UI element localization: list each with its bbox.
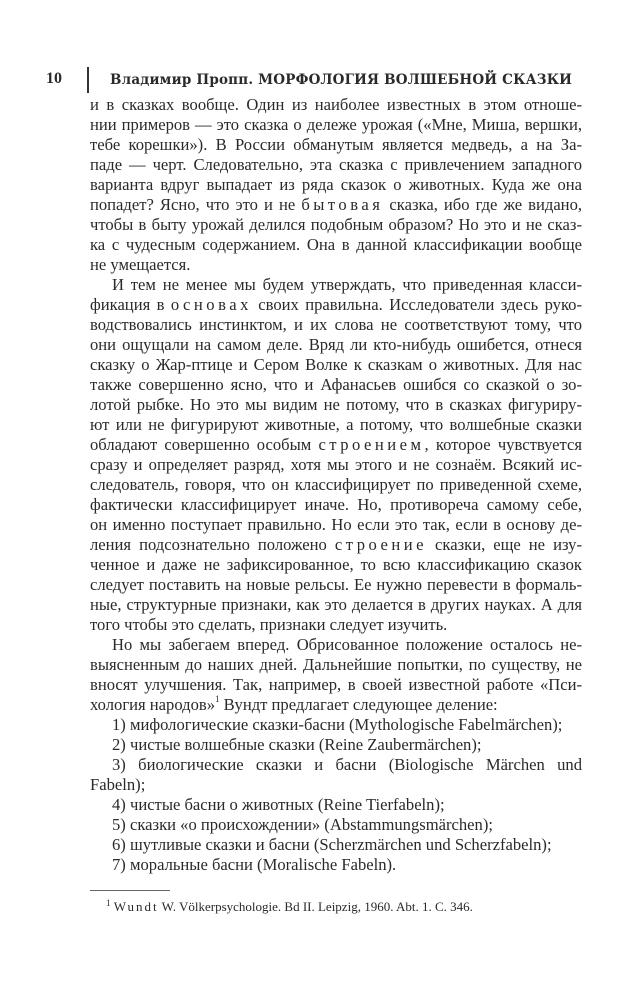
running-title: Владимир Пропп. МОРФОЛОГИЯ ВОЛШЕБНОЙ СКАЗКИ: [110, 72, 573, 88]
line-text: чтобы в быту урожай делился подобным образом? Но это и не сказ-: [90, 215, 582, 234]
line-text: следует поставить на новые рельсы. Ее нужно перевести в формаль-: [90, 575, 582, 594]
footnote: [106, 899, 473, 915]
line-text: ления подсознательно положено: [90, 535, 335, 554]
text-line: [90, 775, 582, 795]
line-text: сказки, еще не изу-: [427, 535, 582, 554]
body-text: [90, 95, 582, 875]
text-line: [90, 175, 582, 195]
text-line: [90, 855, 582, 875]
line-text: 1) мифологические сказки-басни (Mythologische Fabelmärchen);: [112, 715, 563, 734]
text-line: [90, 95, 582, 115]
line-text: водствовались инстинктом, и их слова не соответствуют тому, что: [90, 315, 582, 334]
line-text: 7) моральные басни (Moralische Fabeln).: [112, 855, 397, 874]
line-text: 4) чистые басни о животных (Reine Tierfabeln);: [112, 795, 445, 814]
line-text: Fabeln);: [90, 775, 146, 794]
line-text: ка с чудесным содержанием. Она в данной классификации вообще: [90, 235, 582, 254]
text-line: [90, 255, 582, 275]
spaced-emphasis: основах: [170, 295, 252, 314]
line-text: фактически классифицирует иначе. Но, противореча самому себе,: [90, 495, 582, 514]
footnote-ref[interactable]: 1: [215, 694, 220, 704]
line-text: обладают совершенно особым: [90, 435, 319, 454]
line-text: 2) чистые волшебные сказки (Reine Zaubermärchen);: [112, 735, 482, 754]
line-text: своих правильна. Исследователи здесь руко-: [251, 295, 582, 314]
text-line: [90, 675, 582, 695]
line-text: 5) сказки «о происхождении» (Abstammungsmärchen);: [112, 815, 493, 834]
line-text: фикация в: [90, 295, 171, 314]
spaced-emphasis: строение: [334, 535, 427, 554]
line-text: тебе корешки»). В России обманутым является медведь, а на За-: [90, 135, 582, 154]
text-line: [90, 535, 582, 555]
text-line: [90, 195, 582, 215]
line-text: он именно поступает правильно. Но если это так, если в основу де-: [90, 515, 582, 534]
text-line: [90, 615, 582, 635]
line-text: вносят улучшения. Так, например, в своей известной работе «Пси-: [90, 675, 582, 694]
line-text: варианта вдруг выпадает из ряда сказок о животных. Куда же она: [90, 175, 582, 194]
line-text: ченное и даже не зафиксированное, то всю классификацию сказок: [90, 555, 582, 574]
line-text: сказку о Жар-птице и Сером Волке к сказкам о животных. Для нас: [90, 355, 582, 374]
line-text: сразу и определяет разряд, хотя мы этого и не сознаём. Всякий ис-: [90, 455, 582, 474]
line-text: выясненным до наших дней. Дальнейшие попытки, по существу, не: [90, 655, 582, 674]
line-text: попадет? Ясно, что это и не: [90, 195, 302, 214]
text-line: [90, 155, 582, 175]
text-line: [90, 435, 582, 455]
text-line: [90, 335, 582, 355]
text-line: [90, 755, 582, 775]
text-line: [90, 735, 582, 755]
text-line: [90, 315, 582, 335]
line-text: хология народов»: [90, 695, 216, 714]
footnote-author: Wundt: [113, 899, 159, 914]
line-text: и в сказках вообще. Один из наиболее известных в этом отноше-: [90, 95, 582, 114]
text-line: [90, 595, 582, 615]
page-number: 10: [46, 70, 62, 87]
text-line: [90, 235, 582, 255]
text-line: [90, 575, 582, 595]
line-text: сказка, ибо где же видано,: [383, 195, 583, 214]
text-line: [90, 555, 582, 575]
spaced-emphasis: бытовая: [301, 195, 384, 214]
line-text: 6) шутливые сказки и басни (Scherzmärchen und Scherzfabeln);: [112, 835, 552, 854]
text-line: [90, 495, 582, 515]
text-line: [90, 835, 582, 855]
line-text: лотой рыбке. Но это мы видим не потому, что в сказках фигуриру-: [90, 395, 582, 414]
text-line: [90, 275, 582, 295]
text-line: [90, 655, 582, 675]
text-line: [90, 695, 582, 715]
line-text: 3) биологические сказки и басни (Biologische Märchen und: [112, 755, 582, 774]
text-line: [90, 135, 582, 155]
line-text: следователь, говоря, что он классифицирует по приведенной схеме,: [90, 475, 582, 494]
text-line: [90, 815, 582, 835]
line-text: ные, структурные признаки, как это делается в других науках. А для: [90, 595, 582, 614]
line-text: паде — черт. Следовательно, эта сказка с привлечением западного: [90, 155, 582, 174]
line-text: нии примеров — это сказка о дележе урожая («Мне, Миша, вершки,: [90, 115, 582, 134]
footnote-rule: [90, 890, 170, 891]
text-line: [90, 515, 582, 535]
line-text: не умещается.: [90, 255, 191, 274]
header-divider: [87, 67, 89, 93]
line-text: того чтобы это сделать, признаки следует изучить.: [90, 615, 448, 634]
text-line: [90, 795, 582, 815]
line-text: Но мы забегаем вперед. Обрисованное положение осталось не-: [112, 635, 582, 654]
text-line: [90, 475, 582, 495]
line-text: Вундт предлагает следующее деление:: [219, 695, 498, 714]
footnote-mark: 1: [106, 898, 111, 908]
text-line: [90, 395, 582, 415]
text-line: [90, 295, 582, 315]
text-line: [90, 415, 582, 435]
line-text: они ощущали на самом деле. Вряд ли кто-нибудь ошибется, отнеся: [90, 335, 582, 354]
line-text: , которое чувствуется: [424, 435, 582, 454]
running-header: [46, 70, 586, 92]
text-line: [90, 455, 582, 475]
line-text: И тем не менее мы будем утверждать, что приведенная класси-: [112, 275, 582, 294]
footnote-text: W. Völkerpsychologie. Bd II. Leipzig, 1960. Abt. 1. C. 346.: [158, 899, 473, 914]
text-line: [90, 715, 582, 735]
line-text: также совершенно ясно, что и Афанасьев ошибся со сказкой о зо-: [90, 375, 582, 394]
text-line: [90, 215, 582, 235]
line-text: ют или не фигурируют животные, а потому, что волшебные сказки: [90, 415, 582, 434]
spaced-emphasis: строением: [318, 435, 425, 454]
text-line: [90, 635, 582, 655]
text-line: [90, 375, 582, 395]
text-line: [90, 355, 582, 375]
text-line: [90, 115, 582, 135]
